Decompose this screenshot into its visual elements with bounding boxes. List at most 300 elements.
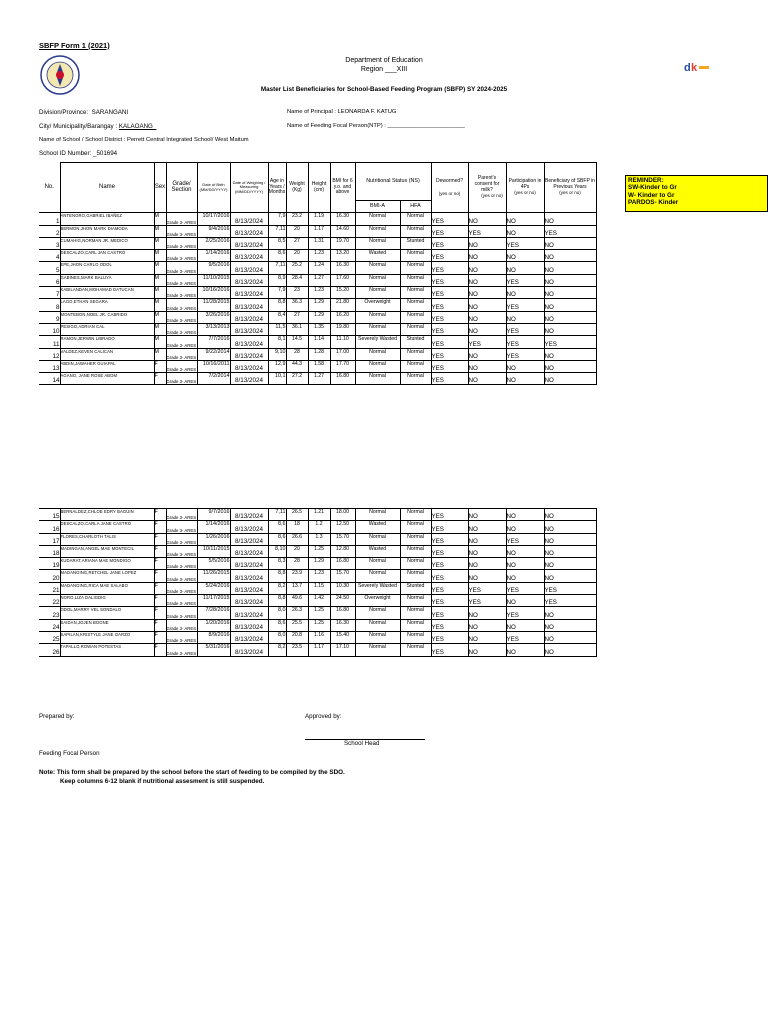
bmi-cell: 19.70 bbox=[330, 237, 355, 249]
hfa-status-cell: Normal bbox=[400, 311, 431, 323]
bmi-cell: 15.40 bbox=[330, 631, 355, 643]
bmi-cell: 18.00 bbox=[330, 509, 355, 521]
participation-4ps-cell: NO bbox=[506, 521, 544, 533]
student-name-cell: SAIDAN,JOJEN BOONE bbox=[60, 619, 154, 631]
date-of-birth-cell: 5/5/2016 bbox=[197, 558, 230, 570]
col-header-nutritional-status: Nutritional Status (NS) bbox=[355, 163, 431, 201]
date-of-birth-cell: 10/17/2016 bbox=[197, 213, 230, 225]
dewormed-cell: YES bbox=[431, 311, 468, 323]
height-cell: 1.2 bbox=[308, 521, 330, 533]
bmi-a-status-cell: Normal bbox=[355, 607, 400, 619]
grade-section-cell: Grade 3- ARES bbox=[166, 311, 197, 323]
table-row bbox=[39, 533, 596, 545]
parent-consent-cell: NO bbox=[468, 607, 506, 619]
weight-cell: 28 bbox=[286, 558, 308, 570]
grade-section-cell: Grade 3- ARES bbox=[166, 213, 197, 225]
previous-beneficiary-cell: NO bbox=[544, 533, 596, 545]
previous-beneficiary-cell: YES bbox=[544, 595, 596, 607]
dewormed-cell: YES bbox=[431, 225, 468, 237]
col-header-previous bbox=[544, 163, 596, 213]
age-cell: 7,11 bbox=[268, 509, 286, 521]
fourps-title: Participation in 4Ps bbox=[508, 178, 542, 190]
parent-consent-cell: NO bbox=[468, 274, 506, 286]
date-of-birth-cell: 9/5/2016 bbox=[197, 262, 230, 274]
previous-title: Beneficiary of SBFP in Previous Years bbox=[545, 178, 595, 190]
region-label: Region ___XIII bbox=[360, 66, 408, 73]
parent-consent-cell: YES bbox=[468, 595, 506, 607]
weight-cell: 27 bbox=[286, 311, 308, 323]
parent-consent-cell: NO bbox=[468, 213, 506, 225]
table-row bbox=[39, 558, 596, 570]
date-of-birth-cell: 11/28/2015 bbox=[197, 299, 230, 311]
dewormed-cell: YES bbox=[431, 237, 468, 249]
student-sex-cell: F bbox=[154, 607, 166, 619]
focal-person-line: Name of Feeding Focal Person(NTP) : ________________________ bbox=[287, 123, 465, 129]
student-sex-cell: M bbox=[154, 250, 166, 262]
age-cell: 8,8 bbox=[268, 595, 286, 607]
dewormed-cell: YES bbox=[431, 299, 468, 311]
parent-consent-cell: NO bbox=[468, 533, 506, 545]
date-of-birth-cell: 10/11/2015 bbox=[197, 545, 230, 557]
participation-4ps-cell: YES bbox=[506, 237, 544, 249]
weight-cell: 20 bbox=[286, 250, 308, 262]
student-name-cell: DESCALZO,CARL JAN CASTRO bbox=[60, 250, 154, 262]
bmi-a-status-cell: Normal bbox=[355, 570, 400, 582]
bmi-cell: 16.80 bbox=[330, 373, 355, 385]
department-heading bbox=[0, 56, 768, 74]
age-cell: 8,6 bbox=[268, 250, 286, 262]
row-number-cell: 24 bbox=[39, 619, 60, 631]
dewormed-cell: YES bbox=[431, 323, 468, 335]
date-of-weighing-cell: 8/13/2024 bbox=[230, 570, 268, 582]
previous-beneficiary-cell: NO bbox=[544, 631, 596, 643]
student-sex-cell: F bbox=[154, 373, 166, 385]
dewormed-cell: YES bbox=[431, 595, 468, 607]
row-number-cell: 5 bbox=[39, 262, 60, 274]
student-name-cell: BERNALDEZ,CHLOE EDRY BAGUIN bbox=[60, 509, 154, 521]
height-cell: 1.58 bbox=[308, 360, 330, 372]
student-sex-cell: M bbox=[154, 262, 166, 274]
age-cell: 7,9 bbox=[268, 287, 286, 299]
col-header-no: No. bbox=[39, 163, 60, 213]
table-row bbox=[39, 644, 596, 656]
grade-section-cell: Grade 3- ARES bbox=[166, 250, 197, 262]
bmi-cell: 17.60 bbox=[330, 274, 355, 286]
table-row bbox=[39, 274, 596, 286]
student-sex-cell: M bbox=[154, 274, 166, 286]
age-cell: 7,11 bbox=[268, 225, 286, 237]
participation-4ps-cell: NO bbox=[506, 311, 544, 323]
table-row bbox=[39, 311, 596, 323]
height-cell: 1.28 bbox=[308, 348, 330, 360]
city-label: City/ Municipality/Barangay : bbox=[39, 123, 118, 130]
parent-consent-cell: NO bbox=[468, 619, 506, 631]
parent-consent-cell: NO bbox=[468, 323, 506, 335]
weight-cell: 26.3 bbox=[286, 607, 308, 619]
row-number-cell: 8 bbox=[39, 299, 60, 311]
student-sex-cell: F bbox=[154, 509, 166, 521]
hfa-status-cell: Normal bbox=[400, 287, 431, 299]
weight-cell: 36.1 bbox=[286, 323, 308, 335]
student-name-cell: TAPALLO,ROWAN POTESTAS bbox=[60, 644, 154, 656]
date-of-weighing-cell: 8/13/2024 bbox=[230, 262, 268, 274]
date-of-weighing-cell: 8/13/2024 bbox=[230, 213, 268, 225]
grade-section-cell: Grade 3- ARES bbox=[166, 287, 197, 299]
table-row bbox=[39, 607, 596, 619]
height-cell: 1.16 bbox=[308, 631, 330, 643]
weight-cell: 18 bbox=[286, 521, 308, 533]
bmi-cell: 10.30 bbox=[330, 582, 355, 594]
bmi-cell: 21.80 bbox=[330, 299, 355, 311]
bmi-a-status-cell: Wasted bbox=[355, 545, 400, 557]
parent-consent-cell: NO bbox=[468, 373, 506, 385]
table-row bbox=[39, 631, 596, 643]
weight-cell: 44.3 bbox=[286, 360, 308, 372]
height-cell: 1.25 bbox=[308, 545, 330, 557]
age-cell: 7,9 bbox=[268, 213, 286, 225]
previous-beneficiary-cell: YES bbox=[544, 336, 596, 348]
note-line-1: Note: This form shall be prepared by the school before the start of feeding to be compiled by the SDO. bbox=[39, 769, 345, 776]
student-sex-cell: M bbox=[154, 311, 166, 323]
weight-cell: 26.5 bbox=[286, 509, 308, 521]
bmi-cell: 15.70 bbox=[330, 533, 355, 545]
student-name-cell: LAGO,ETHAN SEGARA bbox=[60, 299, 154, 311]
height-cell: 1.29 bbox=[308, 311, 330, 323]
previous-beneficiary-cell: NO bbox=[544, 619, 596, 631]
student-sex-cell: F bbox=[154, 521, 166, 533]
date-of-weighing-cell: 8/13/2024 bbox=[230, 336, 268, 348]
student-name-cell: BERMON,JHON MARK DIAMODA bbox=[60, 225, 154, 237]
grade-section-cell: Grade 3- ARES bbox=[166, 348, 197, 360]
date-of-birth-cell: 1/14/2016 bbox=[197, 250, 230, 262]
weight-cell: 27.2 bbox=[286, 373, 308, 385]
student-name-cell: CUMAHIG,NORMAN JR. MEDICO bbox=[60, 237, 154, 249]
school-id-value: _501694 bbox=[93, 150, 118, 157]
row-number-cell: 7 bbox=[39, 287, 60, 299]
participation-4ps-cell: NO bbox=[506, 225, 544, 237]
school-id-label: School ID Number: bbox=[39, 150, 92, 157]
bmi-a-status-cell: Normal bbox=[355, 619, 400, 631]
age-cell: 9,10 bbox=[268, 348, 286, 360]
hfa-status-cell: Normal bbox=[400, 262, 431, 274]
bmi-a-status-cell: Normal bbox=[355, 533, 400, 545]
bmi-a-status-cell: Normal bbox=[355, 360, 400, 372]
date-of-birth-cell: 3/13/2013 bbox=[197, 323, 230, 335]
age-cell: 8,6 bbox=[268, 521, 286, 533]
previous-beneficiary-cell: NO bbox=[544, 299, 596, 311]
grade-section-cell: Grade 3- ARES bbox=[166, 225, 197, 237]
student-name-cell: MONTEBON,NOEL JR. CABRIDO bbox=[60, 311, 154, 323]
row-number-cell: 16 bbox=[39, 521, 60, 533]
date-of-weighing-cell: 8/13/2024 bbox=[230, 595, 268, 607]
grade-section-cell: Grade 3- ARES bbox=[166, 299, 197, 311]
date-of-birth-cell: 11/26/2015 bbox=[197, 570, 230, 582]
previous-beneficiary-cell: NO bbox=[544, 509, 596, 521]
parent-consent-cell: NO bbox=[468, 644, 506, 656]
bmi-a-status-cell: Normal bbox=[355, 558, 400, 570]
bmi-a-status-cell: Normal bbox=[355, 644, 400, 656]
previous-beneficiary-cell: NO bbox=[544, 373, 596, 385]
dewormed-cell: YES bbox=[431, 509, 468, 521]
dewormed-cell: YES bbox=[431, 545, 468, 557]
previous-beneficiary-cell: NO bbox=[544, 545, 596, 557]
height-cell: 1.24 bbox=[308, 262, 330, 274]
student-sex-cell: M bbox=[154, 348, 166, 360]
hfa-status-cell: Normal bbox=[400, 533, 431, 545]
student-sex-cell: M bbox=[154, 237, 166, 249]
date-of-birth-cell: 7/7/2016 bbox=[197, 336, 230, 348]
bmi-cell: 24.50 bbox=[330, 595, 355, 607]
participation-4ps-cell: YES bbox=[506, 533, 544, 545]
student-name-cell: KABILANDAN,MOHAMAD DATUCAN bbox=[60, 287, 154, 299]
bmi-a-status-cell: Wasted bbox=[355, 521, 400, 533]
date-of-weighing-cell: 8/13/2024 bbox=[230, 607, 268, 619]
weight-cell: 23.2 bbox=[286, 213, 308, 225]
age-cell: 8,4 bbox=[268, 311, 286, 323]
svg-text:k: k bbox=[691, 62, 698, 74]
dewormed-cell: YES bbox=[431, 570, 468, 582]
hfa-status-cell: Normal bbox=[400, 360, 431, 372]
hfa-status-cell: Normal bbox=[400, 509, 431, 521]
student-sex-cell: F bbox=[154, 360, 166, 372]
date-of-weighing-cell: 8/13/2024 bbox=[230, 348, 268, 360]
table-row bbox=[39, 582, 596, 594]
reminder-title: REMINDER: bbox=[628, 177, 664, 184]
row-number-cell: 2 bbox=[39, 225, 60, 237]
weight-cell: 25.2 bbox=[286, 262, 308, 274]
bmi-cell: 16.30 bbox=[330, 619, 355, 631]
col-header-weight: Weight (Kg) bbox=[286, 163, 308, 213]
age-cell: 8,10 bbox=[268, 545, 286, 557]
date-of-weighing-cell: 8/13/2024 bbox=[230, 619, 268, 631]
student-name-cell: MADANGING,RETCHEL JANE LOPEZ bbox=[60, 570, 154, 582]
school-id-line bbox=[39, 150, 117, 157]
parent-consent-cell: NO bbox=[468, 311, 506, 323]
previous-beneficiary-cell: NO bbox=[544, 360, 596, 372]
previous-beneficiary-cell: NO bbox=[544, 213, 596, 225]
dewormed-cell: YES bbox=[431, 582, 468, 594]
table-row bbox=[39, 225, 596, 237]
row-number-cell: 13 bbox=[39, 360, 60, 372]
date-of-birth-cell: 8/9/2016 bbox=[197, 631, 230, 643]
age-cell: 8,2 bbox=[268, 582, 286, 594]
height-cell: 1.14 bbox=[308, 336, 330, 348]
date-of-birth-cell: 11/10/2015 bbox=[197, 274, 230, 286]
grade-section-cell: Grade 3- ARES bbox=[166, 595, 197, 607]
student-name-cell: VALDEZ,KEVEN CALICAN bbox=[60, 348, 154, 360]
student-sex-cell: F bbox=[154, 582, 166, 594]
dewormed-cell: YES bbox=[431, 619, 468, 631]
participation-4ps-cell: NO bbox=[506, 509, 544, 521]
grade-section-cell: Grade 3- ARES bbox=[166, 323, 197, 335]
date-of-weighing-cell: 8/13/2024 bbox=[230, 373, 268, 385]
row-number-cell: 15 bbox=[39, 509, 60, 521]
age-cell: 8,6 bbox=[268, 619, 286, 631]
previous-beneficiary-cell: YES bbox=[544, 225, 596, 237]
date-of-birth-cell: 10/16/2016 bbox=[197, 287, 230, 299]
student-sex-cell: F bbox=[154, 644, 166, 656]
student-sex-cell: M bbox=[154, 225, 166, 237]
deped-brand-logo bbox=[683, 59, 713, 75]
dewormed-cell: YES bbox=[431, 558, 468, 570]
col-header-bmi: BMI for 6 y.o. and above bbox=[330, 163, 355, 213]
date-of-weighing-cell: 8/13/2024 bbox=[230, 323, 268, 335]
bmi-a-status-cell: Normal bbox=[355, 225, 400, 237]
row-number-cell: 9 bbox=[39, 311, 60, 323]
table-row bbox=[39, 250, 596, 262]
parent-consent-cell: NO bbox=[468, 262, 506, 274]
parent-consent-cell: NO bbox=[468, 570, 506, 582]
col-header-consent bbox=[468, 163, 506, 213]
parent-consent-cell: YES bbox=[468, 336, 506, 348]
height-cell: 1.25 bbox=[308, 619, 330, 631]
bmi-cell: 13.20 bbox=[330, 250, 355, 262]
hfa-status-cell: Normal bbox=[400, 299, 431, 311]
grade-section-cell: Grade 3- ARES bbox=[166, 373, 197, 385]
date-of-weighing-cell: 8/13/2024 bbox=[230, 644, 268, 656]
height-cell: 1.29 bbox=[308, 299, 330, 311]
dewormed-cell: YES bbox=[431, 250, 468, 262]
division-label: Division/Province: bbox=[39, 109, 89, 116]
hfa-status-cell: Normal bbox=[400, 348, 431, 360]
participation-4ps-cell: YES bbox=[506, 336, 544, 348]
student-name-cell: ANTENGRO,GABRIEL IBAÑEZ bbox=[60, 213, 154, 225]
previous-beneficiary-cell: NO bbox=[544, 250, 596, 262]
bmi-cell: 17.70 bbox=[330, 360, 355, 372]
date-of-birth-cell: 9/22/2014 bbox=[197, 348, 230, 360]
bmi-a-status-cell: Normal bbox=[355, 213, 400, 225]
hfa-status-cell: Normal bbox=[400, 545, 431, 557]
weight-cell: 27 bbox=[286, 237, 308, 249]
parent-consent-cell: NO bbox=[468, 509, 506, 521]
consent-title: Parent's consent for milk? bbox=[474, 175, 500, 193]
student-sex-cell: F bbox=[154, 619, 166, 631]
hfa-status-cell: Normal bbox=[400, 521, 431, 533]
table-body-page1 bbox=[39, 213, 596, 385]
date-of-birth-cell: 7/28/2016 bbox=[197, 607, 230, 619]
participation-4ps-cell: YES bbox=[506, 607, 544, 619]
height-cell: 1.31 bbox=[308, 237, 330, 249]
previous-beneficiary-cell: NO bbox=[544, 323, 596, 335]
table-row bbox=[39, 299, 596, 311]
weight-cell: 28 bbox=[286, 348, 308, 360]
date-of-weighing-cell: 8/13/2024 bbox=[230, 360, 268, 372]
previous-beneficiary-cell: NO bbox=[544, 570, 596, 582]
parent-consent-cell: NO bbox=[468, 348, 506, 360]
division-line bbox=[39, 109, 128, 116]
date-of-weighing-cell: 8/13/2024 bbox=[230, 521, 268, 533]
col-header-height: Height (cm) bbox=[308, 163, 330, 213]
previous-beneficiary-cell: NO bbox=[544, 644, 596, 656]
row-number-cell: 1 bbox=[39, 213, 60, 225]
participation-4ps-cell: YES bbox=[506, 274, 544, 286]
col-header-weighing-date: Date of Weighing / Measuring (MM/DD/YYYY) bbox=[230, 163, 268, 213]
grade-section-cell: Grade 3- ARES bbox=[166, 644, 197, 656]
date-of-birth-cell: 1/14/2016 bbox=[197, 521, 230, 533]
bmi-a-status-cell: Wasted bbox=[355, 250, 400, 262]
row-number-cell: 21 bbox=[39, 582, 60, 594]
age-cell: 8,0 bbox=[268, 607, 286, 619]
table-row bbox=[39, 237, 596, 249]
weight-cell: 14.5 bbox=[286, 336, 308, 348]
date-of-weighing-cell: 8/13/2024 bbox=[230, 299, 268, 311]
date-of-birth-cell: 11/17/2015 bbox=[197, 595, 230, 607]
col-header-dob: Date of Birth (MM/DD/YYYY) bbox=[197, 163, 230, 213]
row-number-cell: 14 bbox=[39, 373, 60, 385]
grade-section-cell: Grade 3- ARES bbox=[166, 336, 197, 348]
dewormed-cell: YES bbox=[431, 360, 468, 372]
hfa-status-cell: Stunted bbox=[400, 336, 431, 348]
participation-4ps-cell: NO bbox=[506, 619, 544, 631]
city-line bbox=[39, 123, 156, 130]
grade-section-cell: Grade 3- ARES bbox=[166, 558, 197, 570]
bmi-cell: 15.70 bbox=[330, 570, 355, 582]
student-name-cell: AGANO, JANE ROSE ABOM bbox=[60, 373, 154, 385]
hfa-status-cell: Normal bbox=[400, 644, 431, 656]
weight-cell: 20.8 bbox=[286, 631, 308, 643]
student-name-cell: GABINES,MARK BALUYA bbox=[60, 274, 154, 286]
bmi-cell: 19.80 bbox=[330, 323, 355, 335]
date-of-weighing-cell: 8/13/2024 bbox=[230, 533, 268, 545]
participation-4ps-cell: NO bbox=[506, 644, 544, 656]
student-sex-cell: M bbox=[154, 336, 166, 348]
form-id: SBFP Form 1 (2021) bbox=[39, 41, 110, 50]
previous-beneficiary-cell: NO bbox=[544, 287, 596, 299]
student-name-cell: RAMON,JERWIN LIBRADO bbox=[60, 336, 154, 348]
weight-cell: 20 bbox=[286, 545, 308, 557]
weight-cell: 26.6 bbox=[286, 533, 308, 545]
row-number-cell: 3 bbox=[39, 237, 60, 249]
prepared-by-label: Prepared by: bbox=[39, 713, 75, 720]
participation-4ps-cell: YES bbox=[506, 323, 544, 335]
participation-4ps-cell: NO bbox=[506, 570, 544, 582]
grade-section-cell: Grade 3- ARES bbox=[166, 533, 197, 545]
dewormed-sub: (yes or no) bbox=[438, 190, 461, 196]
table-row bbox=[39, 213, 596, 225]
bmi-a-status-cell: Severely Wasted bbox=[355, 582, 400, 594]
previous-beneficiary-cell: NO bbox=[544, 237, 596, 249]
table-row bbox=[39, 323, 596, 335]
age-cell: 10,1 bbox=[268, 373, 286, 385]
bmi-cell: 15.20 bbox=[330, 287, 355, 299]
parent-consent-cell: YES bbox=[468, 225, 506, 237]
hfa-status-cell: Normal bbox=[400, 225, 431, 237]
previous-beneficiary-cell: NO bbox=[544, 262, 596, 274]
age-cell: 7,11 bbox=[268, 262, 286, 274]
student-sex-cell: F bbox=[154, 533, 166, 545]
previous-beneficiary-cell: NO bbox=[544, 607, 596, 619]
table-row bbox=[39, 509, 596, 521]
dewormed-cell: YES bbox=[431, 533, 468, 545]
table-row bbox=[39, 570, 596, 582]
bmi-cell: 16.30 bbox=[330, 262, 355, 274]
height-cell: 1.19 bbox=[308, 213, 330, 225]
participation-4ps-cell: YES bbox=[506, 299, 544, 311]
bmi-a-status-cell: Normal bbox=[355, 373, 400, 385]
bmi-cell: 16.80 bbox=[330, 607, 355, 619]
dewormed-cell: YES bbox=[431, 607, 468, 619]
weight-cell: 25.5 bbox=[286, 619, 308, 631]
bmi-cell: 12.80 bbox=[330, 545, 355, 557]
parent-consent-cell: YES bbox=[468, 582, 506, 594]
student-sex-cell: M bbox=[154, 323, 166, 335]
hfa-status-cell: Normal bbox=[400, 631, 431, 643]
approved-by-label: Approved by: bbox=[305, 713, 342, 720]
bmi-a-status-cell: Normal bbox=[355, 274, 400, 286]
date-of-weighing-cell: 8/13/2024 bbox=[230, 558, 268, 570]
student-name-cell: ODOL,MARRY VEL SONDALO bbox=[60, 607, 154, 619]
previous-beneficiary-cell: NO bbox=[544, 348, 596, 360]
